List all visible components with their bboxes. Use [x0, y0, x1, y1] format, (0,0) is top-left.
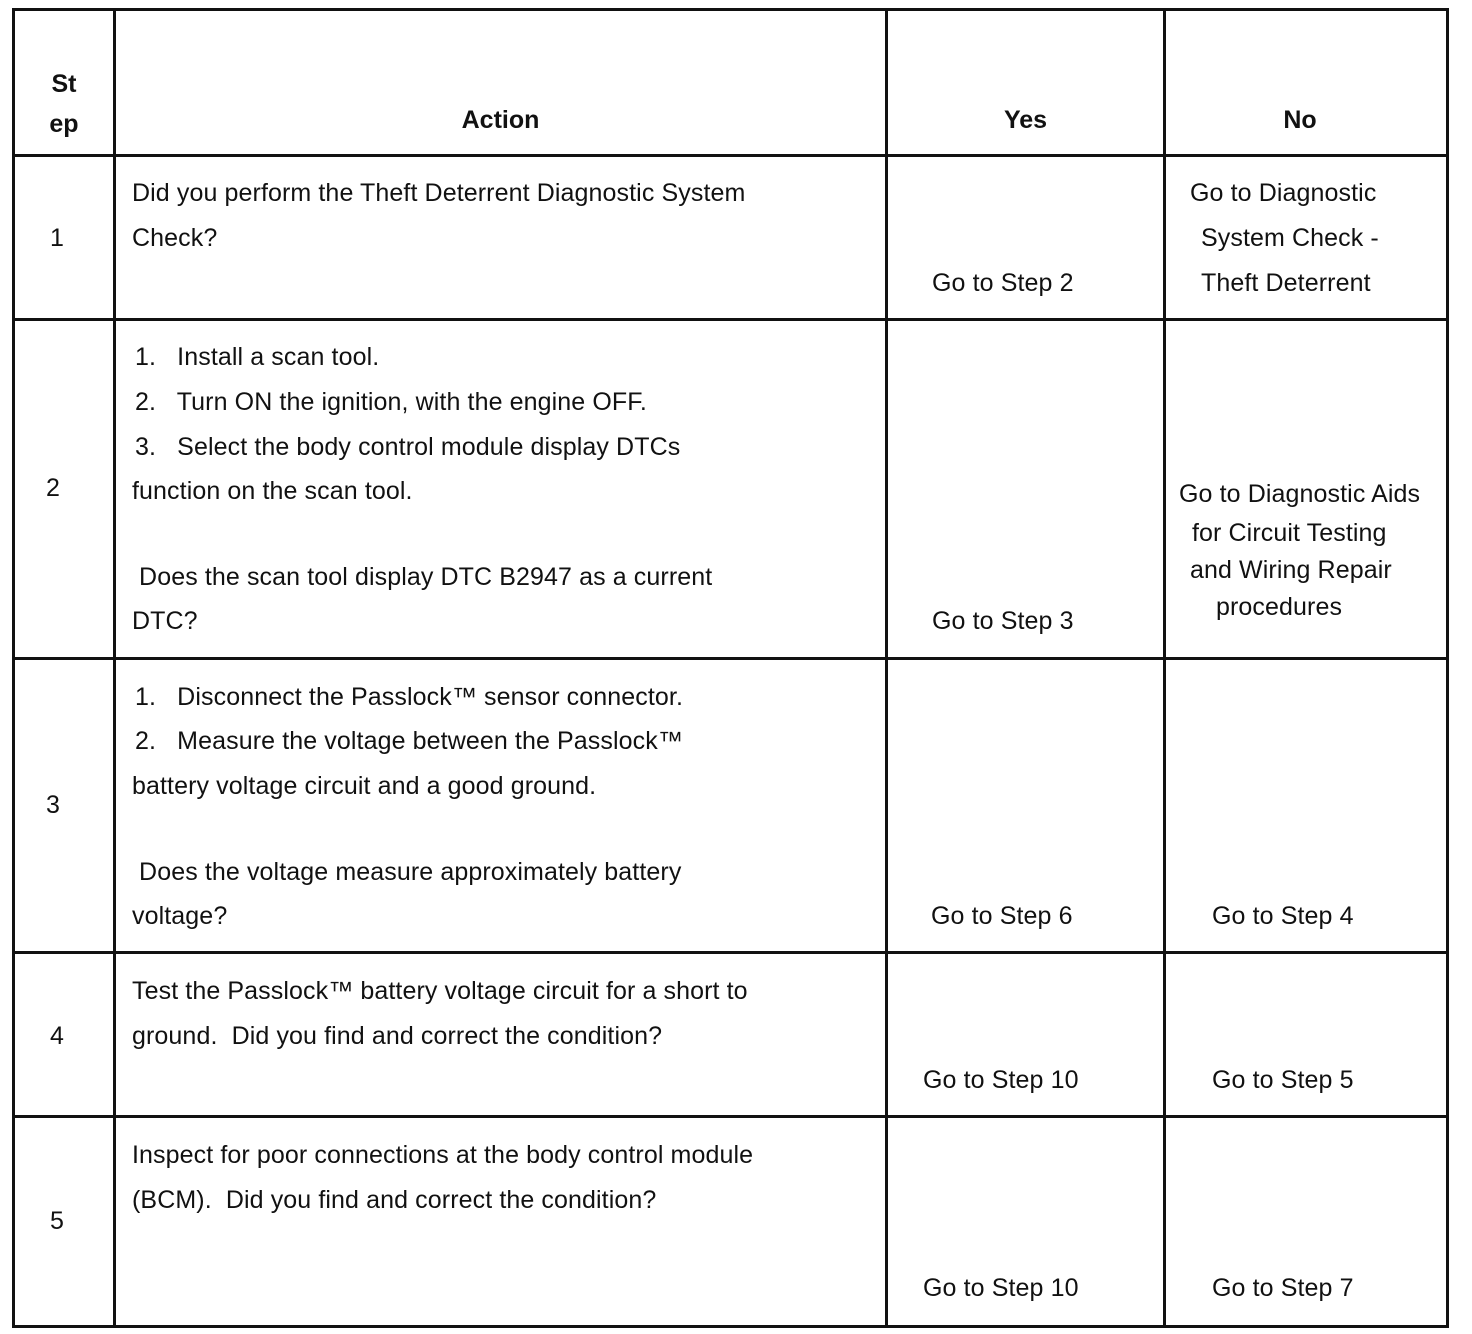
row-divider	[12, 657, 1449, 660]
column-divider	[885, 8, 888, 1328]
no-outcome: Go to Step 4	[1212, 902, 1354, 930]
action-question: voltage?	[132, 902, 228, 930]
no-outcome-line: System Check -	[1201, 224, 1379, 252]
header-action: Action	[461, 106, 540, 134]
step-number: 3	[45, 791, 60, 819]
step-number: 4	[49, 1022, 64, 1050]
no-outcome-line: procedures	[1216, 593, 1343, 621]
header-step	[15, 64, 113, 144]
no-outcome-line: Go to Diagnostic Aids	[1179, 480, 1421, 508]
row-divider	[12, 1115, 1449, 1118]
header-step-line1: St	[51, 70, 77, 98]
table-border-left	[12, 8, 15, 1328]
column-divider	[1163, 8, 1166, 1328]
yes-outcome: Go to Step 3	[932, 607, 1074, 635]
yes-outcome: Go to Step 6	[931, 902, 1073, 930]
header-no: No	[1283, 106, 1317, 134]
table-border-right	[1446, 8, 1449, 1328]
no-outcome-line: Go to Diagnostic	[1190, 179, 1377, 207]
step-number: 1	[49, 224, 64, 252]
action-line: 2. Measure the voltage between the Passlock™	[135, 727, 683, 755]
column-divider	[113, 8, 116, 1328]
no-outcome-line: Theft Deterrent	[1201, 269, 1371, 297]
action-line: 1. Disconnect the Passlock™ sensor connector.	[135, 683, 684, 711]
header-divider	[12, 154, 1449, 157]
no-outcome-line: for Circuit Testing	[1192, 519, 1387, 547]
action-question: DTC?	[132, 607, 198, 635]
yes-outcome: Go to Step 10	[923, 1274, 1079, 1302]
no-outcome-line: and Wiring Repair	[1190, 556, 1392, 584]
step-number: 5	[49, 1207, 64, 1235]
action-line: Check?	[132, 224, 218, 252]
action-question: Does the voltage measure approximately battery	[132, 858, 682, 886]
action-line: 1. Install a scan tool.	[135, 343, 380, 371]
action-line: function on the scan tool.	[132, 477, 413, 505]
action-line: Inspect for poor connections at the body control module	[132, 1141, 754, 1169]
header-yes: Yes	[1003, 106, 1048, 134]
action-line: ground. Did you find and correct the condition?	[132, 1022, 663, 1050]
action-line: (BCM). Did you find and correct the condition?	[132, 1186, 657, 1214]
yes-outcome: Go to Step 2	[932, 269, 1074, 297]
header-step-line2: ep	[49, 110, 79, 138]
yes-outcome: Go to Step 10	[923, 1066, 1079, 1094]
action-line: 2. Turn ON the ignition, with the engine OFF.	[135, 388, 647, 416]
action-line: 3. Select the body control module display DTCs	[135, 433, 681, 461]
action-line: battery voltage circuit and a good ground.	[132, 772, 597, 800]
no-outcome: Go to Step 5	[1212, 1066, 1354, 1094]
no-outcome: Go to Step 7	[1212, 1274, 1354, 1302]
table-border-top	[12, 8, 1449, 11]
action-line: Did you perform the Theft Deterrent Diagnostic System	[132, 179, 746, 207]
step-number: 2	[45, 474, 60, 502]
action-line: Test the Passlock™ battery voltage circuit for a short to	[132, 977, 748, 1005]
row-divider	[12, 318, 1449, 321]
row-divider	[12, 951, 1449, 954]
action-question: Does the scan tool display DTC B2947 as a current	[132, 563, 713, 591]
table-border-bottom	[12, 1325, 1449, 1328]
